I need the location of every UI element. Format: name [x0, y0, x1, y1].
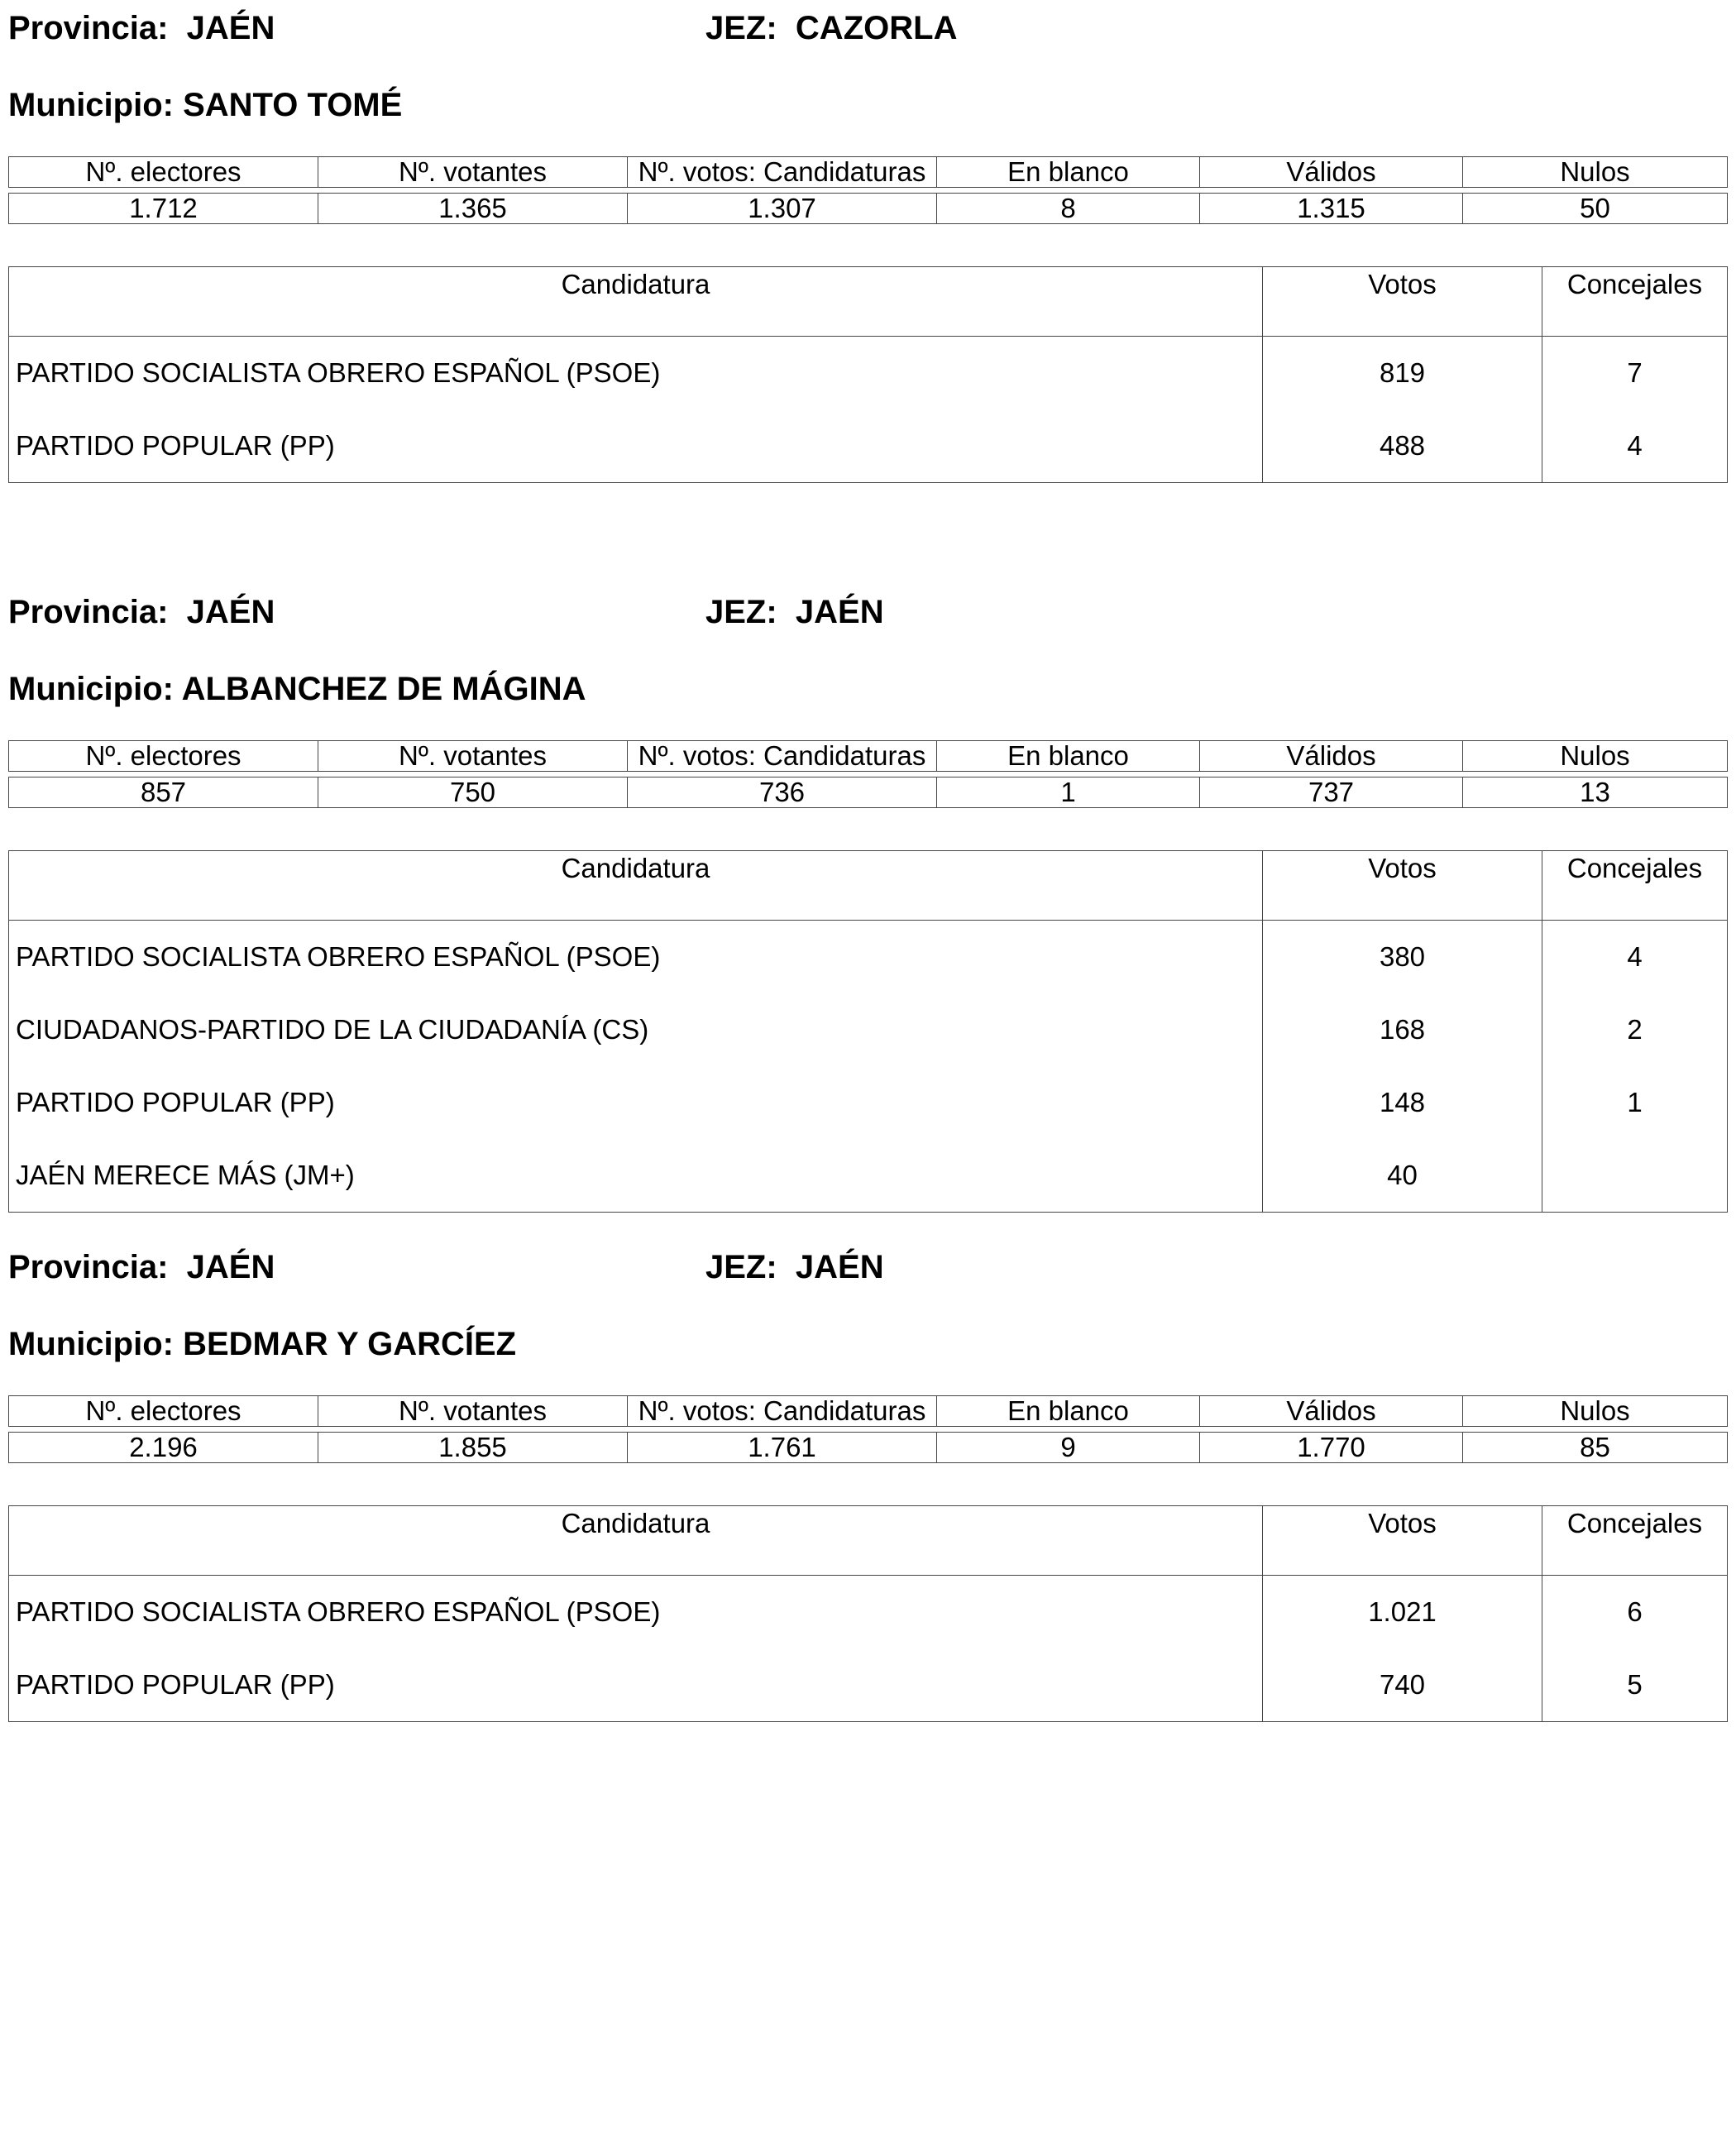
stats-header: Nº. electores — [9, 1396, 318, 1427]
stats-header: Nº. votantes — [318, 1396, 628, 1427]
stats-value: 50 — [1463, 194, 1728, 224]
stats-value: 2.196 — [9, 1433, 318, 1463]
municipio-heading — [8, 672, 586, 706]
stats-header: Nº. votantes — [318, 157, 628, 188]
municipio-label: Municipio: — [8, 1326, 174, 1362]
cand-header-candidatura: Candidatura — [9, 1506, 1263, 1576]
provincia-label: Provincia: — [8, 10, 169, 46]
cand-row — [9, 409, 1728, 483]
cand-header-concejales: Concejales — [1542, 267, 1728, 337]
provincia-value: JAÉN — [186, 1249, 275, 1285]
provincia-label: Provincia: — [8, 594, 169, 630]
jez-heading — [705, 12, 957, 45]
cand-header-votos: Votos — [1263, 851, 1542, 921]
stats-value: 737 — [1200, 777, 1463, 808]
cand-header-row — [9, 1506, 1728, 1576]
cand-header-concejales: Concejales — [1542, 1506, 1728, 1576]
municipio-heading — [8, 89, 402, 122]
jez-label: JEZ: — [705, 10, 777, 46]
cand-header-row — [9, 267, 1728, 337]
stats-header: Nº. votos: Candidaturas — [628, 1396, 937, 1427]
cand-concejales: 4 — [1542, 921, 1728, 994]
cand-name: PARTIDO POPULAR (PP) — [16, 430, 335, 461]
stats-value: 85 — [1463, 1433, 1728, 1463]
stats-header: En blanco — [937, 741, 1200, 772]
cand-name: PARTIDO SOCIALISTA OBRERO ESPAÑOL (PSOE) — [16, 357, 661, 388]
jez-value: JAÉN — [795, 594, 884, 630]
cand-header-votos: Votos — [1263, 267, 1542, 337]
provincia-heading — [8, 596, 275, 629]
provincia-value: JAÉN — [186, 594, 275, 630]
cand-header-votos: Votos — [1263, 1506, 1542, 1576]
provincia-value: JAÉN — [186, 10, 275, 46]
cand-votos: 40 — [1263, 1139, 1542, 1213]
stats-value: 750 — [318, 777, 628, 808]
stats-header: Nº. votos: Candidaturas — [628, 157, 937, 188]
cand-name: CIUDADANOS-PARTIDO DE LA CIUDADANÍA (CS) — [16, 1014, 649, 1045]
cand-concejales — [1542, 1139, 1728, 1213]
cand-concejales: 1 — [1542, 1066, 1728, 1139]
stats-header: En blanco — [937, 1396, 1200, 1427]
stats-value: 1.761 — [628, 1433, 937, 1463]
stats-header: Válidos — [1200, 157, 1463, 188]
municipio-value: SANTO TOMÉ — [183, 87, 403, 123]
cand-header-candidatura: Candidatura — [9, 851, 1263, 921]
municipio-label: Municipio: — [8, 87, 174, 123]
jez-value: CAZORLA — [795, 10, 958, 46]
stats-value: 736 — [628, 777, 937, 808]
stats-value: 13 — [1463, 777, 1728, 808]
candidatures-table — [8, 850, 1728, 1213]
stats-header-row — [9, 157, 1728, 188]
stats-header-row — [9, 1396, 1728, 1427]
jez-label: JEZ: — [705, 1249, 777, 1285]
stats-header: Nº. votantes — [318, 741, 628, 772]
cand-row — [9, 1066, 1728, 1139]
cand-row — [9, 993, 1728, 1066]
cand-header-candidatura: Candidatura — [9, 267, 1263, 337]
cand-concejales: 4 — [1542, 409, 1728, 483]
provincia-heading — [8, 12, 275, 45]
municipio-label: Municipio: — [8, 671, 174, 707]
cand-row — [9, 337, 1728, 410]
stats-header: Nulos — [1463, 741, 1728, 772]
stats-header: Nulos — [1463, 157, 1728, 188]
stats-value: 1.307 — [628, 194, 937, 224]
stats-table — [8, 156, 1728, 224]
provincia-heading — [8, 1251, 275, 1284]
cand-name: PARTIDO POPULAR (PP) — [16, 1669, 335, 1700]
candidatures-table — [8, 1505, 1728, 1722]
stats-header: Nº. electores — [9, 741, 318, 772]
cand-row — [9, 921, 1728, 994]
row-gap — [9, 1427, 1728, 1433]
cand-votos: 819 — [1263, 337, 1542, 410]
cand-votos: 740 — [1263, 1648, 1542, 1722]
cand-concejales: 5 — [1542, 1648, 1728, 1722]
jez-heading — [705, 596, 884, 629]
row-gap — [9, 188, 1728, 194]
municipio-heading — [8, 1328, 516, 1361]
jez-heading — [705, 1251, 884, 1284]
cand-header-concejales: Concejales — [1542, 851, 1728, 921]
cand-name: PARTIDO SOCIALISTA OBRERO ESPAÑOL (PSOE) — [16, 941, 661, 972]
cand-name: PARTIDO POPULAR (PP) — [16, 1087, 335, 1117]
municipio-value: ALBANCHEZ DE MÁGINA — [181, 671, 586, 707]
stats-header: Nulos — [1463, 1396, 1728, 1427]
cand-concejales: 6 — [1542, 1576, 1728, 1649]
cand-votos: 488 — [1263, 409, 1542, 483]
cand-votos: 1.021 — [1263, 1576, 1542, 1649]
stats-header: Válidos — [1200, 1396, 1463, 1427]
cand-name: PARTIDO SOCIALISTA OBRERO ESPAÑOL (PSOE) — [16, 1596, 661, 1627]
stats-value: 857 — [9, 777, 318, 808]
stats-value: 9 — [937, 1433, 1200, 1463]
stats-value-row — [9, 1433, 1728, 1463]
stats-value: 8 — [937, 194, 1200, 224]
cand-concejales: 2 — [1542, 993, 1728, 1066]
cand-votos: 168 — [1263, 993, 1542, 1066]
cand-row — [9, 1648, 1728, 1722]
cand-votos: 148 — [1263, 1066, 1542, 1139]
stats-value: 1.712 — [9, 194, 318, 224]
cand-header-row — [9, 851, 1728, 921]
jez-value: JAÉN — [795, 1249, 884, 1285]
stats-value: 1 — [937, 777, 1200, 808]
stats-header: En blanco — [937, 157, 1200, 188]
stats-value: 1.315 — [1200, 194, 1463, 224]
stats-table — [8, 740, 1728, 808]
stats-header: Nº. electores — [9, 157, 318, 188]
stats-value: 1.770 — [1200, 1433, 1463, 1463]
stats-value: 1.365 — [318, 194, 628, 224]
provincia-label: Provincia: — [8, 1249, 169, 1285]
cand-row — [9, 1139, 1728, 1213]
cand-concejales: 7 — [1542, 337, 1728, 410]
stats-value: 1.855 — [318, 1433, 628, 1463]
stats-value-row — [9, 777, 1728, 808]
row-gap — [9, 772, 1728, 777]
municipio-value: BEDMAR Y GARCÍEZ — [183, 1326, 517, 1362]
candidatures-table — [8, 266, 1728, 483]
cand-row — [9, 1576, 1728, 1649]
stats-header-row — [9, 741, 1728, 772]
stats-header: Válidos — [1200, 741, 1463, 772]
stats-header: Nº. votos: Candidaturas — [628, 741, 937, 772]
jez-label: JEZ: — [705, 594, 777, 630]
stats-value-row — [9, 194, 1728, 224]
stats-table — [8, 1395, 1728, 1463]
cand-votos: 380 — [1263, 921, 1542, 994]
cand-name: JAÉN MERECE MÁS (JM+) — [16, 1160, 355, 1190]
